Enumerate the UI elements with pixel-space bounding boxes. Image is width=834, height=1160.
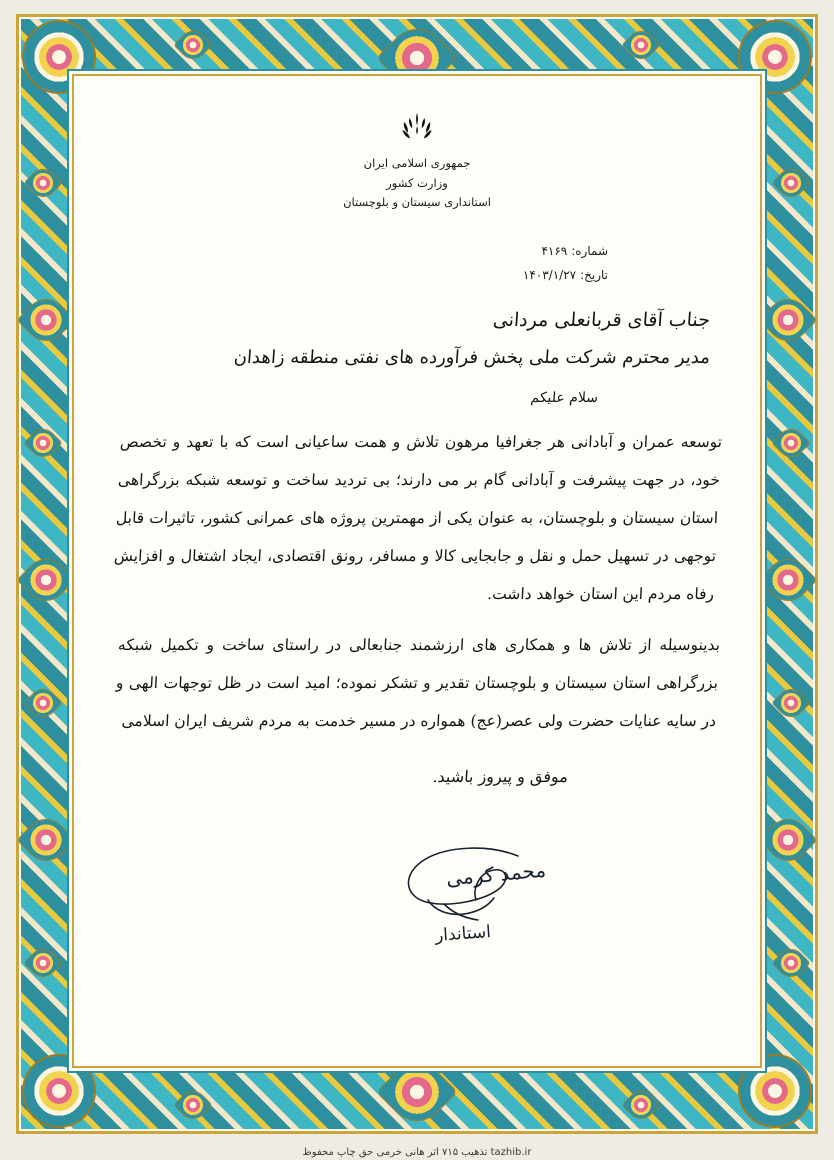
- addressee-name: جناب آقای قربانعلی مردانی: [492, 308, 711, 331]
- document-number-label: شماره:: [571, 243, 608, 258]
- footer-credit-text: تذهیب ۷۱۵ اثر هانی خرمی حق چاپ محفوظ: [302, 1147, 488, 1158]
- document-date-label: تاریخ:: [580, 267, 608, 282]
- document-date-value: ۱۴۰۳/۱/۲۷: [522, 267, 577, 282]
- document-date-row: [418, 263, 608, 287]
- addressee-title: مدیر محترم شرکت ملی پخش فرآورده های نفتی منطقه زاهدان: [233, 346, 711, 368]
- salutation: سلام علیکم: [529, 389, 599, 406]
- letterhead-line-3: استانداری سیستان و بلوچستان: [343, 195, 491, 210]
- letterhead: [116, 110, 718, 213]
- footer-credit-site: tazhib.ir: [490, 1147, 532, 1158]
- document-meta: [418, 239, 608, 287]
- signatory-role: استاندار: [434, 922, 492, 947]
- paragraph-2: بدینوسیله از تلاش ها و همکاری های ارزشمند جنابعالی در راستای ساخت و تکمیل شبکه بزرگراهی استان سیستان و بلوچستان تقدیر و تشکر نموده؛ امید است در ظل توجهات الهی و در سایه عنایات حضرت ولی عصر(عج) همواره در مسیر خدمت به مردم شریف ایران اسلامی: [115, 636, 721, 731]
- paragraph-1: توسعه عمران و آبادانی هر جغرافیا مرهون تلاش و همت ساعیانی است که با تعهد و تخصص خود، در جهت پیشرفت و آبادانی گام بر می دارند؛ بی تردید ساخت و توسعه شبکه بزرگراهی استان سیستان و بلوچستان، به عنوان یکی از مهمترین پروژه های عمرانی کشور، تاثیرات قابل توجهی در تسهیل حمل و نقل و جابجایی کالا و مسافر، رونق اقتصادی، ایجاد اشتغال و افزایش رفاه مردم این استان خواهد داشت.: [113, 432, 723, 603]
- footer-credit: [0, 1147, 834, 1158]
- iran-emblem-icon: [400, 110, 434, 148]
- letter-sheet: [76, 78, 758, 1064]
- letterhead-line-2: وزارت کشور: [386, 175, 448, 190]
- letterhead-line-1: جمهوری اسلامی ایران: [363, 156, 471, 170]
- letter-body: [113, 308, 723, 787]
- closing-line: موفق و پیروز باشید.: [431, 767, 569, 787]
- document-number-row: [418, 239, 608, 263]
- signature-block: [358, 840, 568, 947]
- signatory-name: محمد کرمی: [445, 858, 547, 891]
- document-number-value: ۴۱۶۹: [541, 243, 568, 258]
